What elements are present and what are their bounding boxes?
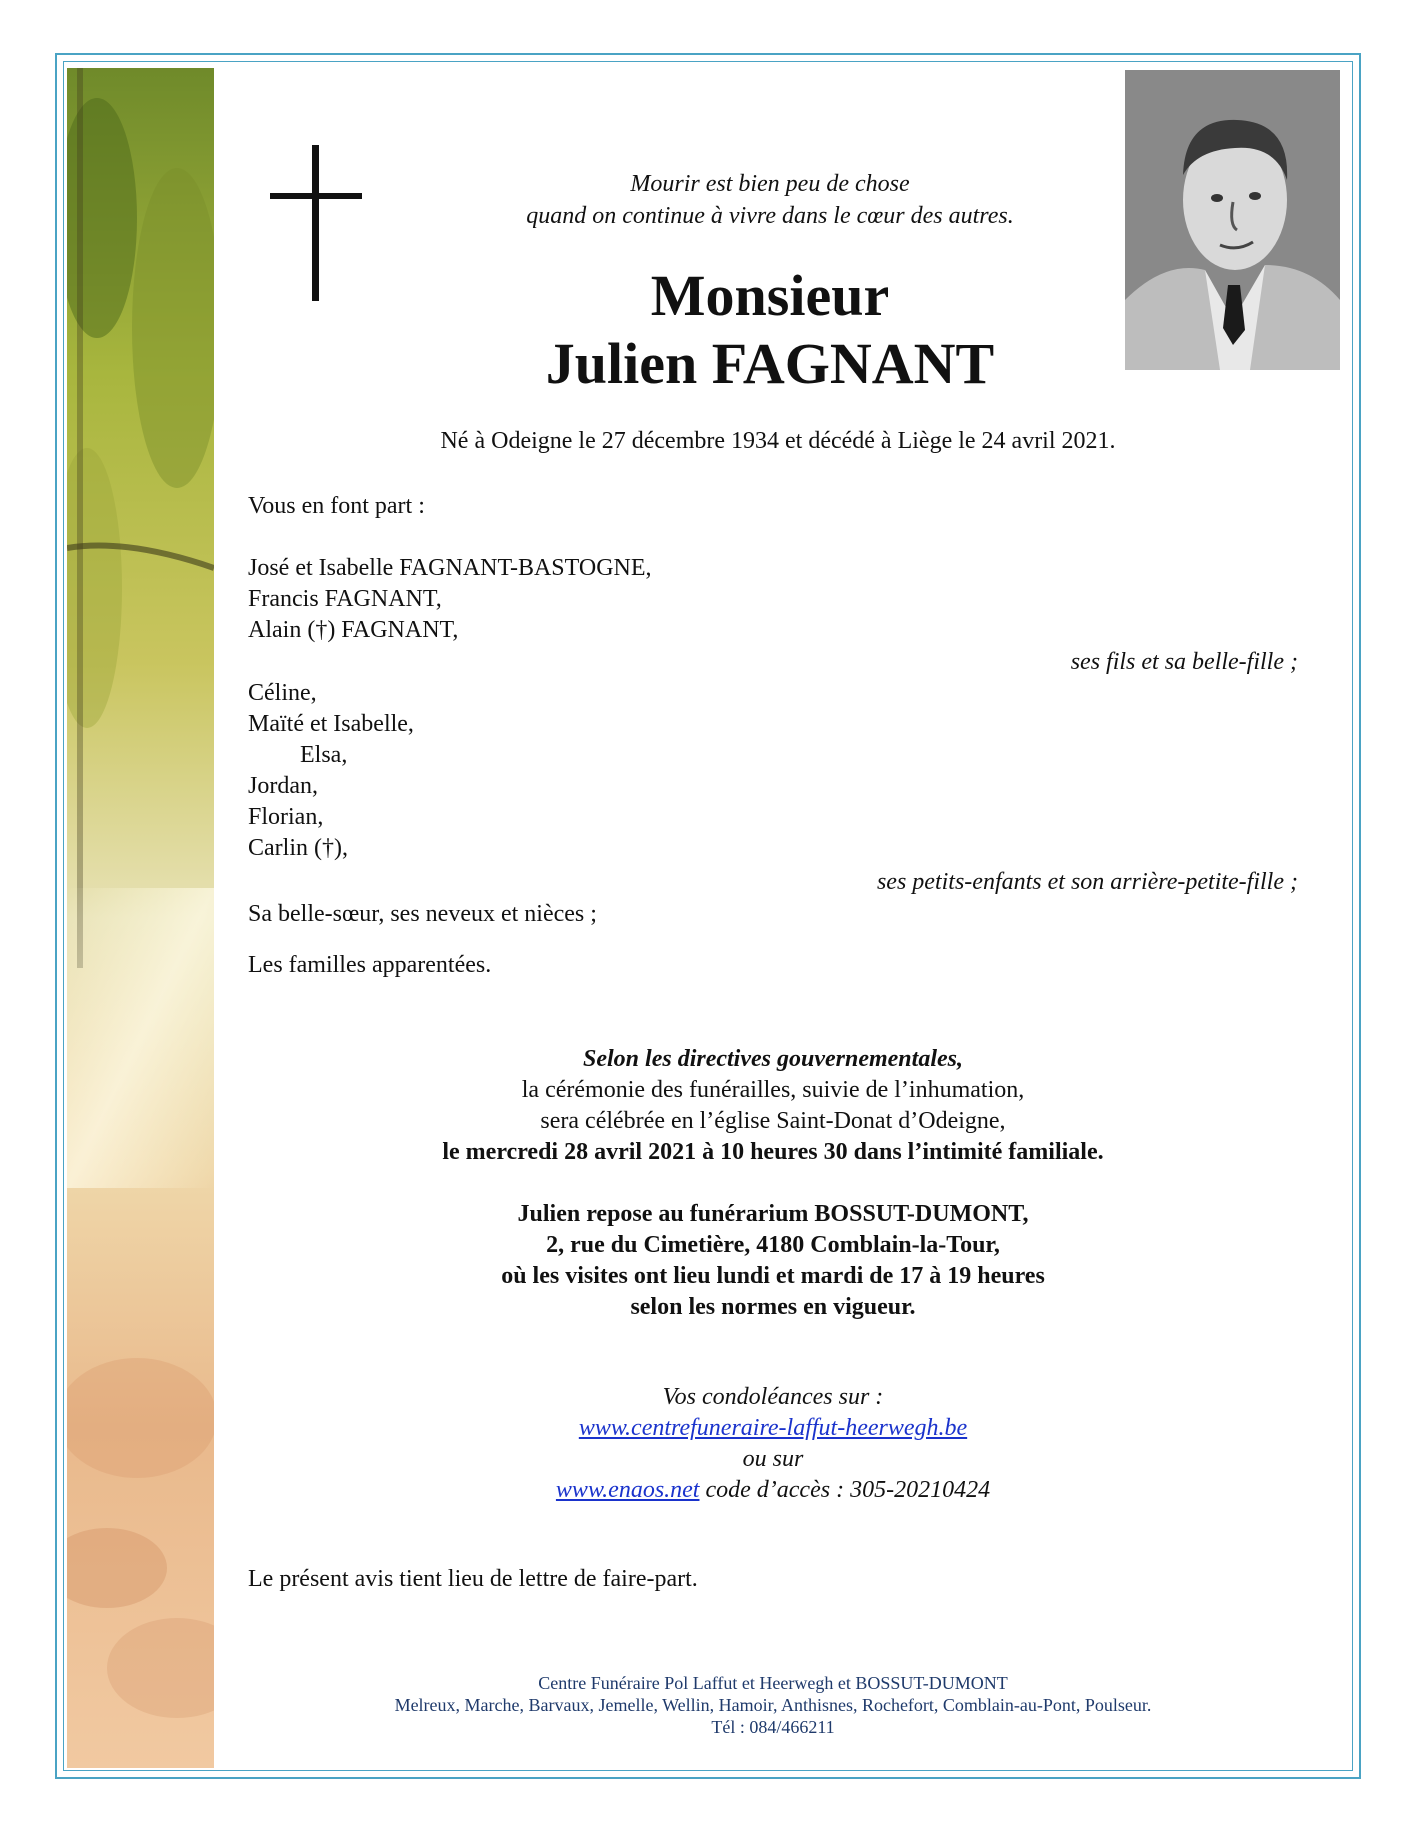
sons-label: ses fils et sa belle-fille ; xyxy=(1070,649,1298,675)
footer-line-2: Melreux, Marche, Barvaux, Jemelle, Wellin, Hamoir, Anthisnes, Rochefort, Comblain-au-Pont, Poulseur. xyxy=(394,1695,1152,1715)
list-item: Maïté et Isabelle, xyxy=(248,711,414,737)
list-item: José et Isabelle FAGNANT-BASTOGNE, xyxy=(248,555,652,581)
list-item: Alain (†) FAGNANT, xyxy=(248,617,459,643)
list-item: Florian, xyxy=(248,804,324,830)
condolences-link-2[interactable]: www.enaos.net xyxy=(555,1477,700,1503)
title-honorific: Monsieur xyxy=(650,263,890,328)
grandchildren-list xyxy=(248,678,1298,864)
cross-icon xyxy=(270,145,362,301)
list-item: Francis FAGNANT, xyxy=(248,586,442,612)
portrait-photo xyxy=(1125,70,1340,370)
repose-line-2: 2, rue du Cimetière, 4180 Comblain-la-Tour, xyxy=(546,1232,1000,1258)
condolences-section xyxy=(248,1382,1298,1506)
title-full-name: Julien FAGNANT xyxy=(545,331,995,396)
forest-path-image xyxy=(67,68,214,1768)
deceased-name xyxy=(460,262,1080,398)
condolences-or: ou sur xyxy=(742,1446,804,1472)
quote-line-2: quand on continue à vivre dans le cœur des autres. xyxy=(526,203,1014,229)
condolences-intro: Vos condoléances sur : xyxy=(662,1384,884,1410)
birth-death-line: Né à Odeigne le 27 décembre 1934 et décédé à Liège le 24 avril 2021. xyxy=(440,428,1116,454)
condolences-link-1[interactable]: www.centrefuneraire-laffut-heerwegh.be xyxy=(578,1415,968,1441)
families-line: Les familles apparentées. xyxy=(248,952,492,978)
footer-line-3: Tél : 084/466211 xyxy=(711,1717,835,1737)
list-item: Carlin (†), xyxy=(248,835,348,861)
ceremony-section xyxy=(248,1044,1298,1168)
list-item: Céline, xyxy=(248,680,317,706)
notice-line: Le présent avis tient lieu de lettre de faire-part. xyxy=(248,1566,698,1592)
list-item: Elsa, xyxy=(300,742,348,768)
announce-intro: Vous en font part : xyxy=(248,493,425,519)
repose-line-1: Julien repose au funérarium BOSSUT-DUMONT, xyxy=(517,1201,1029,1227)
grandchildren-label: ses petits-enfants et son arrière-petite-fille ; xyxy=(876,869,1298,895)
memorial-quote xyxy=(420,168,1120,232)
funeral-home-footer xyxy=(248,1672,1298,1738)
ceremony-line-2: sera célébrée en l’église Saint-Donat d’Odeigne, xyxy=(540,1108,1006,1134)
quote-line-1: Mourir est bien peu de chose xyxy=(630,171,910,197)
repose-line-4: selon les normes en vigueur. xyxy=(630,1294,916,1320)
access-code: code d’accès : 305-20210424 xyxy=(705,1477,991,1503)
footer-line-1: Centre Funéraire Pol Laffut et Heerwegh et BOSSUT-DUMONT xyxy=(538,1673,1008,1693)
inlaws-line: Sa belle-sœur, ses neveux et nièces ; xyxy=(248,901,597,927)
ceremony-line-1: la cérémonie des funérailles, suivie de l’inhumation, xyxy=(521,1077,1025,1103)
sons-list xyxy=(248,553,1298,646)
repose-line-3: où les visites ont lieu lundi et mardi de 17 à 19 heures xyxy=(501,1263,1045,1289)
ceremony-heading: Selon les directives gouvernementales, xyxy=(583,1046,963,1072)
ceremony-date: le mercredi 28 avril 2021 à 10 heures 30 dans l’intimité familiale. xyxy=(442,1139,1104,1165)
list-item: Jordan, xyxy=(248,773,318,799)
repose-section xyxy=(248,1199,1298,1323)
